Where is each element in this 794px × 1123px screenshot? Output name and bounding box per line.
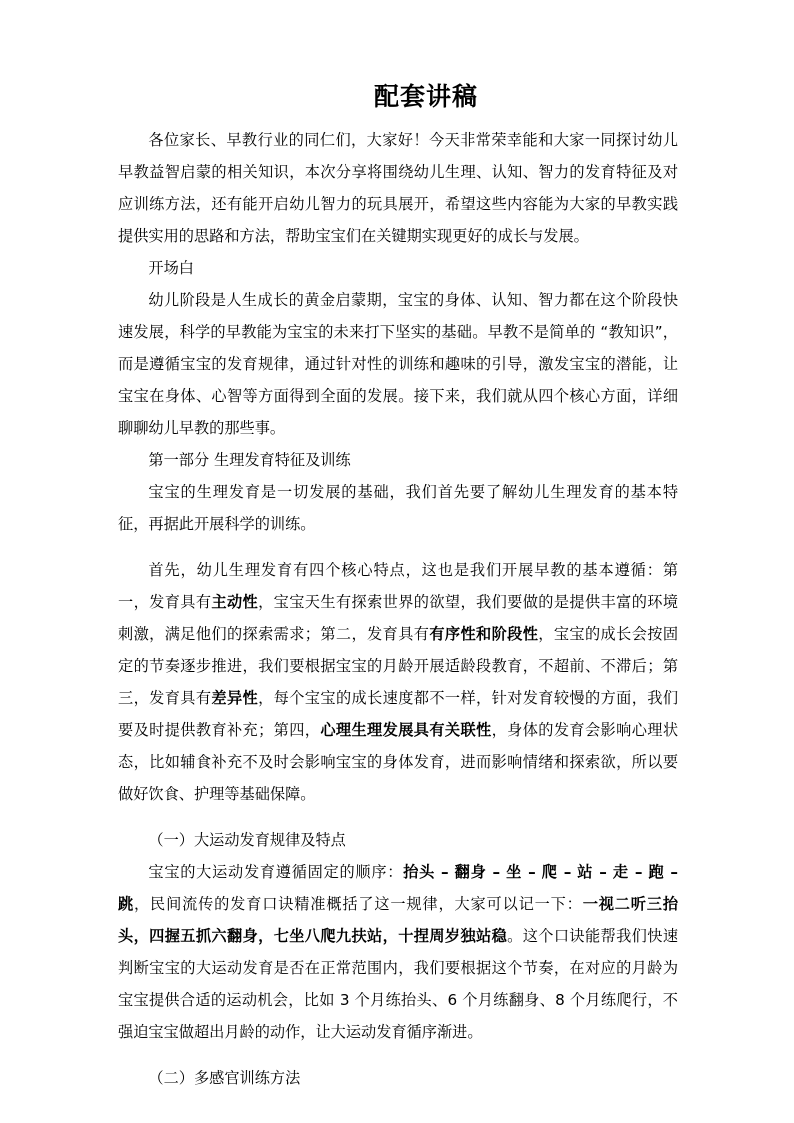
text-run: ，宝宝的成长会按固定的节奏逐步推进，我们要根据宝宝的月龄开展适龄段教育，不超前、不滞后；第三，发育具有 (118, 624, 679, 707)
document-body (118, 124, 678, 1094)
emphasis-text: 抬头 – 翻身 – 坐 – 爬 – 站 – 走 – 跑 – 跳 (118, 862, 678, 913)
body-paragraph (118, 856, 678, 1048)
emphasis-text: 一视二听三抬头，四握五抓六翻身，七坐八爬九扶站，十捏周岁独站稳 (118, 894, 679, 945)
emphasis-text: 差异性 (211, 688, 259, 707)
text-run: 各位家长、早教行业的同仁们，大家好！今天非常荣幸能和大家一同探讨幼儿早教益智启蒙的相关知识，本次分享将围绕幼儿生理、认知、智力的发育特征及对应训练方法，还有能开启幼儿智力的玩具展开，希望这些内容能为大家的早教实践提供实用的思路和方法，帮助宝宝们在关键期实现更好的成长与发展。 (118, 130, 678, 245)
text-run: 幼儿阶段是人生成长的黄金启蒙期，宝宝的身体、认知、智力都在这个阶段快速发展，科学的早教能为宝宝的未来打下坚实的基础。早教不是简单的 “教知识”，而是遵循宝宝的发育规律，通过针对性的训练和趣味的引导，激发宝宝的潜能，让宝宝在身体、心智等方面得到全面的发展。接下来，我们就从四个核心方面，详细聊聊幼儿早教的那些事。 (118, 290, 678, 437)
text-run: ，民间流传的发育口诀精准概括了这一规律，大家可以记一下： (134, 894, 583, 913)
text-run: 第一部分 生理发育特征及训练 (148, 450, 351, 469)
text-run: （一）大运动发育规律及特点 (148, 830, 346, 849)
text-run: 首先，幼儿生理发育有四个核心特点，这也是我们开展早教的基本遵循：第一，发育具有 (118, 560, 678, 611)
text-run: ，宝宝天生有探索世界的欲望，我们要做的是提供丰富的环境刺激，满足他们的探索需求；第二，发育具有 (118, 592, 679, 643)
emphasis-text: 心理生理发展具有关联性 (320, 720, 492, 739)
body-paragraph (118, 476, 678, 540)
page-title: 配套讲稿 (373, 82, 478, 111)
section-heading (118, 824, 678, 856)
document-content (118, 78, 678, 1094)
emphasis-text: 主动性 (211, 592, 259, 611)
text-run: （二）多感官训练方法 (148, 1068, 301, 1087)
text-run: ，每个宝宝的成长速度都不一样，针对发育较慢的方面，我们要及时提供教育补充；第四， (118, 688, 679, 739)
section-heading (118, 444, 678, 476)
text-run: 宝宝的生理发育是一切发展的基础，我们首先要了解幼儿生理发育的基本特征，再据此开展科学的训练。 (118, 482, 678, 533)
section-heading (118, 252, 678, 284)
body-paragraph (118, 284, 678, 444)
text-run: ，身体的发育会影响心理状态，比如辅食补充不及时会影响宝宝的身体发育，进而影响情绪和探索欲，所以要做好饮食、护理等基础保障。 (118, 720, 679, 803)
section-heading (118, 1062, 678, 1094)
emphasis-text: 有序性和阶段性 (429, 624, 539, 643)
text-run: 。这个口诀能帮我们快速判断宝宝的大运动发育是否在正常范围内，我们要根据这个节奏，在对应的月龄为宝宝提供合适的运动机会，比如 3 个月练抬头、6 个月练翻身、8 个月练爬行，不强迫宝宝做超出月龄的动作，让大运动发育循序渐进。 (118, 926, 679, 1041)
body-paragraph (118, 124, 678, 252)
text-run: 宝宝的大运动发育遵循固定的顺序： (148, 862, 404, 881)
body-paragraph (118, 554, 678, 810)
text-run: 开场白 (148, 258, 194, 277)
